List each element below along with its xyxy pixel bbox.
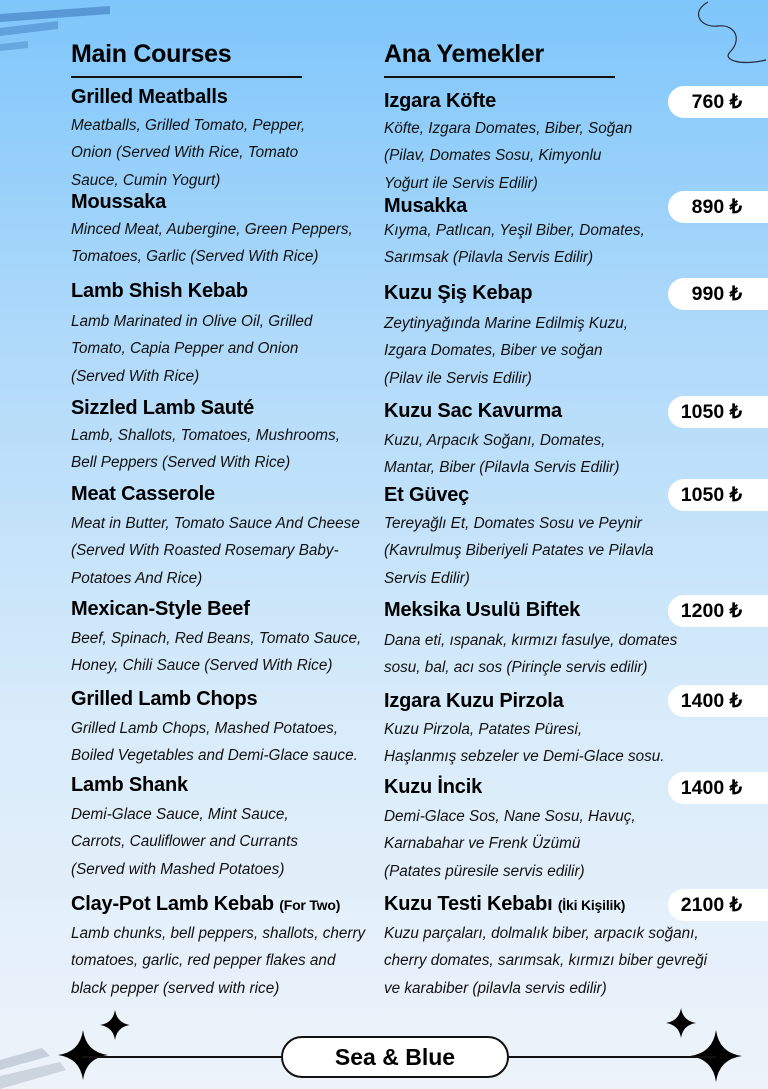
item-desc-en: Minced Meat, Aubergine, Green Peppers, Tomatoes, Garlic (Served With Rice) [71, 221, 353, 266]
item-name-en: Lamb Shish Kebab [71, 280, 248, 302]
item-name-tr: Izgara Kuzu Pirzola [384, 690, 564, 712]
item-desc-en: Demi-Glace Sauce, Mint Sauce, Carrots, Cauliflower and Currants (Served with Mashed Potatoes) [71, 806, 298, 878]
price-tag: 1400 ₺ [668, 685, 768, 717]
item-desc-tr: Kıyma, Patlıcan, Yeşil Biber, Domates, Sarımsak (Pilavla Servis Edilir) [384, 222, 645, 267]
item-name-tr: Musakka [384, 195, 468, 217]
item-desc-en: Beef, Spinach, Red Beans, Tomato Sauce, Honey, Chili Sauce (Served With Rice) [71, 630, 362, 675]
price-tag: 1050 ₺ [668, 479, 768, 511]
price-tag: 990 ₺ [668, 278, 768, 310]
footer-divider-right [509, 1056, 716, 1058]
item-name-tr: Izgara Köfte [384, 90, 497, 112]
english-header: Main Courses [71, 40, 232, 68]
item-name-tr: Meksika Usulü Biftek [384, 599, 581, 621]
portion-note-en: (For Two) [279, 897, 341, 913]
item-desc-tr: Demi-Glace Sos, Nane Sosu, Havuç, Karnabahar ve Frenk Üzümü (Patates püresile servis edilir) [384, 808, 636, 880]
sparkle-icon [58, 1030, 108, 1080]
item-name-tr: Et Güveç [384, 484, 470, 506]
item-desc-en: Meat in Butter, Tomato Sauce And Cheese (Served With Roasted Rosemary Baby- Potatoes And Rice) [71, 515, 360, 587]
item-desc-en: Meatballs, Grilled Tomato, Pepper, Onion (Served With Rice, Tomato Sauce, Cumin Yogurt) [71, 117, 306, 189]
english-header-underline [71, 76, 302, 78]
item-name-en: Moussaka [71, 191, 167, 213]
item-name-en: Meat Casserole [71, 483, 215, 505]
item-name-en: Grilled Lamb Chops [71, 688, 258, 710]
item-desc-tr: Zeytinyağında Marine Edilmiş Kuzu, Izgara Domates, Biber ve soğan (Pilav ile Servis Edilir) [384, 315, 629, 387]
item-desc-en: Grilled Lamb Chops, Mashed Potatoes, Boiled Vegetables and Demi-Glace sauce. [71, 720, 358, 765]
portion-note-tr: (İki Kişilik) [557, 897, 626, 913]
item-desc-en: Lamb, Shallots, Tomatoes, Mushrooms, Bell Peppers (Served With Rice) [71, 427, 340, 472]
item-desc-tr: Köfte, Izgara Domates, Biber, Soğan (Pilav, Domates Sosu, Kimyonlu Yoğurt ile Servis Edilir) [384, 120, 633, 192]
price-tag: 890 ₺ [668, 191, 768, 223]
price-tag: 1400 ₺ [668, 772, 768, 804]
turkish-header: Ana Yemekler [384, 40, 544, 68]
item-desc-tr: Kuzu, Arpacık Soğanı, Domates, Mantar, Biber (Pilavla Servis Edilir) [384, 432, 620, 477]
price-tag: 2100 ₺ [668, 889, 768, 921]
footer-divider-left [82, 1056, 281, 1058]
item-name-en: Grilled Meatballs [71, 86, 228, 108]
brand-badge: Sea & Blue [281, 1036, 509, 1078]
item-desc-tr: Tereyağlı Et, Domates Sosu ve Peynir (Kavrulmuş Biberiyeli Patates ve Pilavla Servis Edilir) [384, 515, 654, 587]
item-name-tr: Kuzu Sac Kavurma [384, 400, 562, 422]
item-name-tr: Kuzu İncik [384, 776, 483, 798]
item-desc-tr: Kuzu parçaları, dolmalık biber, arpacık soğanı, cherry domates, sarımsak, kırmızı biber gevreği ve karabiber (pilavla servis edilir) [384, 925, 708, 997]
item-name-tr: Kuzu Şiş Kebap [384, 282, 533, 304]
item-desc-tr: Kuzu Pirzola, Patates Püresi, Haşlanmış sebzeler ve Demi-Glace sosu. [384, 721, 665, 766]
item-name-tr: Kuzu Testi Kebabı (İki Kişilik) [384, 893, 626, 915]
item-name-en: Lamb Shank [71, 774, 188, 796]
price-tag: 1200 ₺ [668, 595, 768, 627]
item-desc-en: Lamb Marinated in Olive Oil, Grilled Tomato, Capia Pepper and Onion (Served With Rice) [71, 313, 313, 385]
price-tag: 760 ₺ [668, 86, 768, 118]
item-name-en: Sizzled Lamb Sauté [71, 397, 255, 419]
item-name-en: Clay-Pot Lamb Kebab (For Two) [71, 893, 341, 915]
item-name-en: Mexican-Style Beef [71, 598, 250, 620]
item-desc-en: Lamb chunks, bell peppers, shallots, cherry tomatoes, garlic, red pepper flakes and black pepper (served with rice) [71, 925, 366, 997]
item-desc-tr: Dana eti, ıspanak, kırmızı fasulye, domates sosu, bal, acı sos (Pirinçle servis edilir) [384, 632, 678, 677]
price-tag: 1050 ₺ [668, 396, 768, 428]
turkish-header-underline [384, 76, 615, 78]
